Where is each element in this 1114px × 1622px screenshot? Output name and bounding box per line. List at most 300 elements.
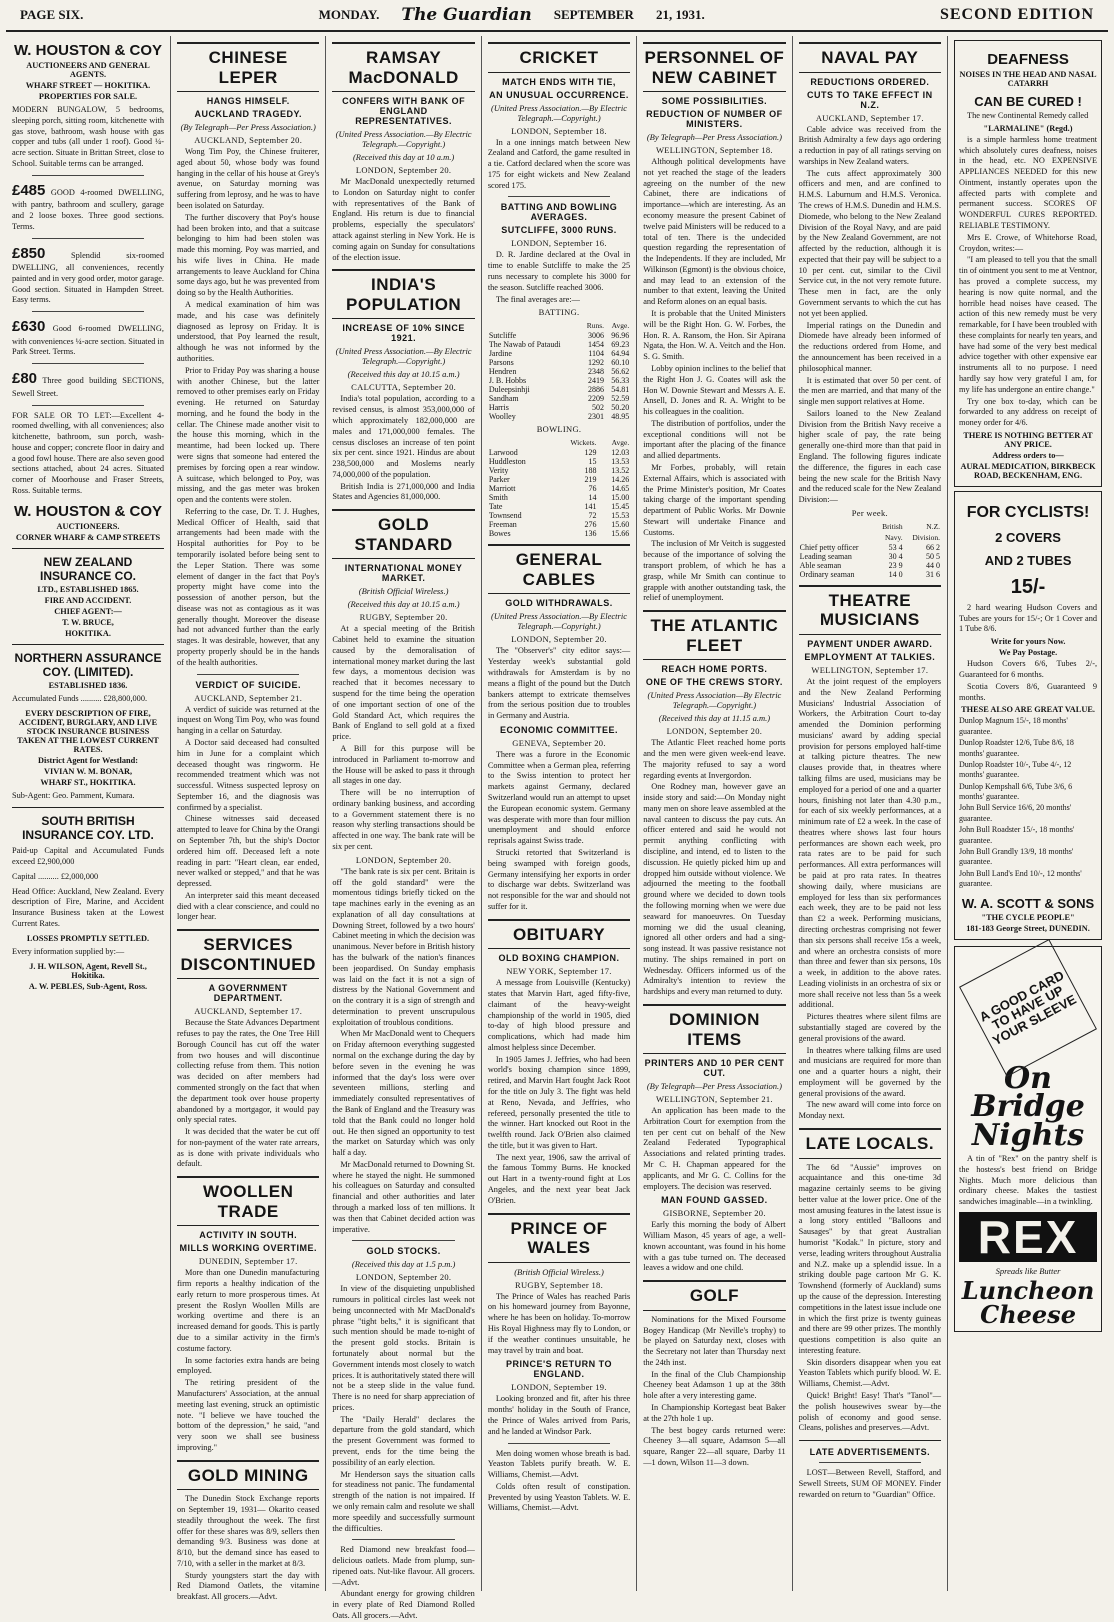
bowling-row [488,484,630,493]
paragraph: The Atlantic Fleet reached home ports and the men were given week-end leave. The majority refused to say a word regarding events at Invergordon. [643,738,786,780]
paragraph: It was decided that the water be cut off for non-payment of the water rate arrears, as is done with private individuals who default. [177,1127,320,1169]
table-cell: Duleepsinhji [488,385,530,395]
article-subhead: REDUCTIONS ORDERED. [810,76,930,87]
paragraph: The distribution of portfolios, under the exceptional conditions will not be important after the placing of the finance and allied departments. [643,418,786,461]
table-cell: 56.33 [611,376,630,386]
divider [12,807,164,808]
table-cell: Sandham [488,394,519,404]
table-cell: 15.53 [611,511,630,521]
received-time: (Received this day at 11.15 a.m.) [658,713,771,724]
paragraph: Hudson Covers 6/6, Tubes 2/-, Guaranteed for 6 months. [959,659,1098,679]
divider [32,363,144,364]
dateline: LONDON, September 20. [355,165,452,176]
paragraph: Sailors loaned to the New Zealand Division from the British Navy receive a higher scale of pay, the rate being generally one-third more than that paid in England. The following figures indicate the difference, the figures in each case being the new scale for the British Navy and the reduced scale for the New Zealand Division:— [798,408,942,505]
paragraph: In the final of the Club Championship Cheeney beat Adamson 1 up at the 38th hole after a very interesting game. [643,1369,786,1401]
northern-funds: Accumulated Funds .......... £28,800,000. [12,693,148,703]
paragraph: The best bogey cards returned were: Cheeney 3—all square, Adamson 5—all square, Ranger 22—all square, Darby 11—1 down, Wilson 11—3 down. [643,1425,786,1467]
divider [32,238,144,239]
article-subhead: MATCH ENDS WITH TIE, [502,76,616,87]
playing-card-icon: A GOOD CARD TO HAVE UP YOUR SLEEVE [959,939,1097,1077]
houston-address: WHARF STREET — HOKITIKA. [25,81,151,90]
south-british-office: Head Office: Auckland, New Zealand. Every description of Fire, Marine, and Accident Insurance Business taken at the Lowest Current Rates. [12,886,164,928]
wire-source: (United Press Association.—By Electric Telegraph.—Copyright.) [491,611,627,632]
paragraph: The inclusion of Mr Veitch is suggested because of the importance of solving the transport problem, of which he has a grasp, while Mr Smith can continue to grapple with another outstanding task, the relief of unemployment. [643,539,786,603]
paragraph: At a special meeting of the British Cabinet held to examine the situation caused by the demoralisation of international money market during the last few days, a momentous decision was reached that it becomes necessary to suspend for the time being the operation of one important section of one of the Gold Standard Act, which requires the Bank of England to sell gold at a fixed price. [332,624,475,742]
table-cell: 50 5 [926,551,941,561]
article-headline: GENERAL CABLES [488,544,630,594]
dateline: AUCKLAND, September 17. [194,1006,303,1017]
paragraph: Abundant energy for growing children in every plate of Red Diamond Rolled Oats. All grocers.—Advt. [332,1589,475,1620]
batting-row [488,385,630,394]
table-cell: 136 [584,529,597,539]
dateline: LONDON, September 18. [511,125,607,136]
column-4 [482,36,637,1591]
table-cell: 14.65 [611,484,630,494]
table-heading: BATTING. [538,307,580,318]
table-cell: 53 4 [888,542,903,552]
dateline: RUGBY, September 18. [515,1279,604,1290]
wire-source: (United Press Association—By Electric Telegraph.—Copyright.) [647,690,782,711]
nz-insurance-agent: T. W. BRUCE, [62,617,114,627]
paragraph: Mr MacDonald returned to Downing St. where he stayed the night. He summoned his colleagues on Saturday and consulted financial and other authorities and later through a marked loss of ten millions. It was then that Cabinet decided action was imperative. [332,1159,475,1234]
rex-logo: REX [959,1212,1097,1262]
table-cell: Harris [488,403,509,413]
article-headline: WOOLLEN TRADE [177,1176,319,1226]
batting-row [488,412,630,421]
paragraph: D. R. Jardine declared at the Oval in time to enable Sutcliffe to make the 25 runs necessary to complete his 3000 for the season. Sutcliffe reached 3006. [487,250,631,292]
table-cell: Smith [488,493,508,503]
dateline: AUCKLAND, September 20. [194,135,303,146]
paragraph: The 6d "Aussie" improves on acquaintance and this one-time 3d magazine certainly seems to be giving better value at the lower price. One of the most amusing features in the latest issue is a long story entitled "Balloons and Sausages" by that great Australian humorist "Kodak." In picture, story and verse, leading writers throughout Australia and N.Z. make up a splendid issue. In a striking double page cartoon Mr G. K. Townshend (formerly of Auckland) sums up the cause of the depression. Interesting competitions in the latest issue include one in which the first prize is twenty guineas and there are 99 other prizes. The monthly questions competition is also quite an interesting feature. [798,1162,942,1355]
paragraph: Men doing women whose breath is bad. Yeaston Tablets purify breath. W. E. Williams, Chemist.—Advt. [487,1448,631,1480]
article-subhead: HANGS HIMSELF. [206,96,290,107]
list-item: Dunlop Magnum 15/-, 18 months' guarantee. [959,716,1068,736]
table-cell: Sutcliffe [488,331,517,341]
nz-insurance-title: NEW ZEALAND INSURANCE CO. [39,554,136,583]
paragraph: The final averages are:— [495,294,580,304]
divider [352,1539,454,1540]
northern-address: WHARF ST., HOKITIKA. [40,777,136,787]
paragraph: India's total population, according to a revised census, is almost 353,000,000 of which approximately 182,000,000 are males and 171,000,000 females. The census discloses an increase of ten point six per cent. since 1921. Hindus are about 238,500,000 and Moslems nearly 74,000,000 of the population. [332,394,475,479]
table-cell: 13.52 [611,466,630,476]
paragraph: In theatres where talking films are used and musicians are required for more than one and a quarter hours a night, their employment will be governed by the general provisions of the award. [798,1045,942,1098]
paragraph: In 1905 James J. Jeffries, who had been world's boxing champion since 1899, retired, and Marvin Hart fought Jack Root for the title on July 3. The fight was held at Reno, Nevada, and Jeffries, who refereed, personally presented the title to the winner. Hart knocked out Root in the twelfth round. Jack O'Brien also claimed the title, but it was given to Hart. [487,1054,631,1150]
table-cell: Townsend [488,511,522,521]
scott-address: 181-183 George Street, DUNEDIN. [966,923,1090,933]
table-cell: 2209 [588,394,605,404]
property-listing: £630 Good 6-roomed DWELLING, with conveniences ¼-acre section. Situated in Park Street. Terms. [12,318,164,357]
divider [819,1462,921,1463]
table-cell: 31 6 [926,569,941,579]
article-subhead: SUTCLIFFE, 3000 RUNS. [501,225,617,236]
paragraph: Imperial ratings on the Dunedin and Diomede have already been informed of the reductions ordered from Home, and the announcement has been received in a philosophical manner. [798,320,942,373]
article-subhead: REACH HOME PORTS. [661,664,768,675]
batting-row [488,349,630,358]
wire-source: (United Press Association.—By Electric Telegraph.—Copyright.) [335,346,472,367]
list-item: Dunlop Roadster 12/6, Tube 8/6, 18 months' guarantee. [959,738,1074,758]
northern-assurance-title: NORTHERN ASSURANCE COY. (LIMITED). [14,650,162,679]
rex-cheese-ad [954,946,1102,1332]
article-subhead: MILLS WORKING OVERTIME. [179,1243,317,1254]
houston-sub: AUCTIONEERS. [56,521,120,531]
paragraph: Referring to the case, Dr. T. J. Hughes, Medical Officer of Health, said that arrangements had been made with the Hospital authorities for Poy to be temporarily isolated before being sent to the Leper Station. There was some element of danger in the fact that Poy's property might have come into the possession of another person, but the disease was not as contagious as it was generally thought. Moreover the disease had not advanced further than the early stages. It was desirable, however, that any property properly should be in the hands of the health authorities. [177,506,320,667]
dateline: LONDON, September 20. [666,726,763,737]
cyclists-value: THESE ALSO ARE GREAT VALUE. [961,705,1095,715]
table-cell: Bowes [488,529,511,539]
table-cell: 14 [588,493,597,503]
bowling-row [488,457,630,466]
page-number: PAGE SIX. [20,7,84,22]
column-1-ads [6,36,171,1591]
divider [508,1443,610,1444]
paragraph: The "Observer's" city editor says:— Yesterday week's substantial gold withdrawals for Amsterdam is by no means a flight of the pound but the Dutch bankers attempt to extricate themselves from the serious position due to troubles in Germany and Austria. [487,646,631,721]
article-subhead: EMPLOYMENT AT TALKIES. [804,651,936,662]
article-subhead: ONE OF THE CREWS STORY. [645,677,783,688]
dateline: WELLINGTON, September 17. [811,664,929,675]
table-cell: 23 9 [888,560,903,570]
paragraph: Mr MacDonald unexpectedly returned to London on Saturday night to confer with representatives of the Bank of England. His return is due to financial problems, especially the speculators' attack against sterling in New York. He is coming again on Sunday for consultations of the election issue. [332,177,475,262]
received-time: (Received this day at 10.15 a.m.) [347,599,460,610]
deafness-title: DEAFNESS [987,51,1069,68]
table-cell: Verity [488,466,509,476]
paragraph: Mr Forbes, probably, will retain External Affairs, which is associated with the Prime Minister's position, Mr Coates taking charge of the important spending department of Public Works. Mr Downie Stewart will undertake Finance and Customs. [643,462,786,537]
received-time: (Received this day at 10.15 a.m.) [347,369,460,380]
table-cell: Woolley [488,412,516,422]
table-cell: 72 [588,511,597,521]
paragraph: Because the State Advances Department refuses to pay the rates, the One Tree Hill Borough Council has cut off the water from two houses and will discontinue collecting refuse from them. This notion was decided on after members had commented strongly on the fact that when the department took over house property abandoned by a mortgagor, it would pay only special rates. [177,1018,320,1125]
divider [32,311,144,312]
received-time: (Received this day at 10 a.m.) [352,152,455,163]
article-subhead: CONFERS WITH BANK OF ENGLAND REPRESENTATIVES. [342,96,466,127]
bowling-row [488,502,630,511]
south-british-subagent: A. W. PEBLES, Sub-Agent, Ross. [28,981,148,991]
list-item: Dunlop Kempshall 6/6, Tube 3/6, 6 months' guarantee. [959,781,1073,802]
paragraph: An interpreter said this meant deceased died with a clear conscience, and could no longer hear. [177,890,320,922]
paragraph: One Rodney man, however gave an inside story and said:—On Monday night many men on shore leave assembled at the naval canteen to discuss the pay cuts. An officer entered and said he would not permit anything conflicting with discipline, and intend, ed to listen to the discussion. He quietly picked him up and dropped him outside without violence. We adjourned the meeting to the football ground where we decided to down tools the following morning when we were due seaward for manoeuvres. On Tuesday morning we did the usual cleaning, ignored all other orders and had a sing-song instead. It was passive resistance not mutiny. The ships remained in port on Wednesday. Officers informed us of the Admiralty's intention to review the hardships and every man returned to duty. [643,782,786,997]
paragraph: A medical examination of him was made, and his case was definitely diagnosed as leprosy on Friday. It is understood, that Poy learned the result, although he was not informed by the authorities. [177,300,320,363]
pay-row [799,543,941,552]
northern-est: ESTABLISHED 1836. [48,680,128,690]
article-subhead: SOME POSSIBILITIES. [661,96,768,107]
paragraph: In some factories extra hands are being employed. [177,1355,320,1376]
article-subhead: AUCKLAND TRAGEDY. [194,109,302,120]
article-subhead: REDUCTION OF NUMBER OF MINISTERS. [646,109,783,130]
cyclists-title: FOR CYCLISTS! [966,503,1090,521]
divider [799,1440,941,1441]
bowling-row [488,466,630,475]
table-cell: 15.00 [611,493,630,503]
dateline: LONDON, September 16. [511,238,607,249]
houston-title: W. HOUSTON & COY [13,502,163,520]
rex-bridge-nights: On Bridge Nights [971,1060,1085,1153]
table-cell: Marriott [488,484,516,494]
paragraph: The next year, 1906, saw the arrival of the famous Tommy Burns. He knocked out Hart in a twenty-round fight at Los Angeles, and the next year beat Jack O'Brien. [487,1152,631,1205]
table-cell: 15.45 [611,502,630,512]
bowling-row [488,448,630,457]
table-cell: Larwood [488,448,518,458]
paper-title: The Guardian [401,5,532,25]
dateline: AUCKLAND, September 17. [815,112,924,123]
northern-subagent: Sub-Agent: Geo. Pamment, Kumara. [12,790,135,800]
table-cell: Parsons [488,358,514,368]
table-cell: 141 [584,502,597,512]
northern-agent-label: District Agent for Westland: [38,755,138,765]
property-listing: FOR SALE OR TO LET:—Excellent 4-roomed dwelling, with all conveniences; also kitchenette, bathroom, sun porch, wash-house and copper; concrete floor in dairy and a good fowl house. There are also seven good sections attached, about 24 acres. Situated corner of Moorhouse and Fraser Streets, Ross. Suitable terms. [12,410,164,495]
paragraph: The retiring president of the Manufacturers' Association, at the annual meeting last evening, struck an optimistic note. "I believe we have touched the bottom of the depression," he said, "and very soon we shall see business improving." [177,1378,320,1452]
dateline: GISBORNE, September 20. [663,1208,766,1219]
wire-source: (By Telegraph—Per Press Association.) [646,132,783,143]
table-cell: 219 [584,475,597,485]
deafness-sub: NOISES IN THE HEAD AND NASAL CATARRH [959,70,1097,88]
column-5 [637,36,792,1591]
property-listing: £80 Three good building SECTIONS, Sewell Street. [12,370,164,398]
paragraph: British India is 271,000,000 and India States and Agencies 81,000,000. [332,481,475,502]
batting-table: Runs. Avge. Sutcliffe 3006 96.96 The Nawab of Pataudi 1454 69.23 Jardine 1104 64.94 Parsons 1292 60.10 Hendren 2348 56.62 J. B. Hobbs 2419 56.33 Duleepsinhji 2886 54.81 Sandham 2209 52.59 Harris 502 50.20 Woolley 2301 48.95 [488,321,630,422]
table-cell: 30 4 [888,551,903,561]
paragraph: A message from Louisville (Kentucky) states that Marvin Hart, aged fifty-five, claimant of the heavy-weight championship of the world in 1905, died to-day of high blood pressure and complications, which had made him almost helpless since December. [487,978,631,1052]
table-cell: Jardine [488,349,512,359]
article-headline: SERVICES DISCONTINUED [177,929,319,979]
paragraph: The new award will come into force on Monday next. [798,1100,942,1121]
deafness-ad [954,40,1102,487]
divider [508,196,610,197]
article-headline: LATE LOCALS. [799,1128,941,1159]
cyclists-postage: We Pay Postage. [998,648,1058,658]
table-cell: 52.59 [611,394,630,404]
article-subhead: ECONOMIC COMMITTEE. [500,724,619,735]
article-headline: PRINCE OF WALES [488,1213,630,1263]
paragraph: Scotia Covers 8/6, Guaranteed 9 months. [959,681,1098,702]
article-headline: RAMSAY MacDONALD [332,42,474,92]
table-cell: 64.94 [611,349,630,359]
paragraph: Strucki retorted that Switzerland is being swamped with foreign goods, Germany intensifying her exports in order to discharge war debts. Switzerland was not responsible for the war and should not suffer for it. [487,847,631,911]
table-cell: Parker [488,475,510,485]
paragraph: Cable advice was received from the British Admiralty a few days ago ordering a reduction in pay of all ratings serving on warships in New Zealand waters. [798,124,942,166]
article-subhead: AN UNUSUAL OCCURRENCE. [489,89,629,100]
table-cell: 14.26 [611,475,630,485]
nz-insurance-type: FIRE AND ACCIDENT. [44,595,132,605]
edition: SECOND EDITION [939,6,1094,23]
paragraph: There will be no interruption of ordinary banking business, and according to a Government statement there is no reason why sterling transactions should be affected in one way. The bank rate will be six per cent. [332,788,475,851]
table-cell: 60.10 [611,358,630,368]
pay-row [799,552,941,561]
batting-row [488,394,630,403]
table-heading: BOWLING. [536,424,582,435]
table-cell: 13.53 [611,457,630,467]
masthead [6,0,1108,32]
dateline: AUCKLAND, September 21. [194,692,303,703]
paragraph: In view of the disquieting unpublished rumours in political circles last week not being unconnected with Mr MacDonald's phrase "tight belts," it is significant that such mention should be made to-night of the present gold stocks. Britain is fortunately about normal but the Government intends most closely to watch prices. It is authoritatively stated there will not be a steep slide in the value fund. There is no need for sharp appreciation of prices. [332,1284,475,1412]
paragraph: The cuts affect approximately 300 officers and men, and are confined to H.M.S. Laburnum and H.M.S. Veronica. The crews of H.M.S. Dunedin and H.M.S. Diomede, who belong to the New Zealand Division of the Royal Navy, and are paid by the New Zealand Government, are not affected by the reduction, although it is expected that their pay will be subject to a 10 per cent. cut, similar to the Civil Service cut, in the not very remote future. These men in fact, are the only Government servants to which the cut has not yet been applied. [798,168,942,318]
table-heading: Per week. [851,507,888,518]
table-cell: Freeman [488,520,517,530]
cyclists-covers: 2 COVERS [995,529,1061,545]
wire-source: (By Telegraph—Per Press Association.) [646,1081,783,1092]
article-headline: THEATRE MUSICIANS [799,585,941,635]
article-headline: CRICKET [488,42,630,73]
table-cell: Chief petty officer [799,542,859,552]
nz-insurance-agent-label: CHIEF AGENT:— [54,606,122,616]
table-cell: 96.96 [611,331,630,341]
wire-source: (British Official Wireless.) [358,586,449,597]
divider [352,1240,454,1241]
dateline: WELLINGTON, September 18. [655,145,773,156]
paragraph: The "Daily Herald" declares the departure from the gold standard, which the present Government was formed to prevent, ends for the time being the possibility of an early election. [332,1414,475,1467]
table-cell: 66 2 [926,542,941,552]
paragraph: In Championship Kortegast beat Baker at the 27th hole 1 up. [643,1403,786,1423]
table-cell: 15 [588,457,597,467]
paragraph: It is probable that the United Ministers will be the Right Hon. G. W. Forbes, the Hon. R. A. Ransom, the Hon. Sir Apirana Ngata, the Hon. W. A. Veitch and the Hon. S. G. Smith. [643,309,786,362]
paragraph: Skin disorders disappear when you eat Yeaston Tablets which purify blood. W. E. Williams, Chemist.—Advt. [798,1357,942,1389]
article-headline: DOMINION ITEMS [643,1004,785,1054]
wire-source: (British Official Wireless.) [514,1266,604,1277]
properties-heading: PROPERTIES FOR SALE. [38,92,138,101]
houston-title: W. HOUSTON & COY [13,42,163,59]
northern-desc: EVERY DESCRIPTION OF FIRE, ACCIDENT, BURGLARY, AND LIVE STOCK INSURANCE BUSINESS TAKEN AT THE LOWEST CURRENT RATES. [17,708,159,754]
table-cell: 50.20 [611,403,630,413]
article-subhead: MAN FOUND GASSED. [661,1195,768,1206]
article-subhead: INTERNATIONAL MONEY MARKET. [344,563,463,584]
table-cell: The Nawab of Pataudi [488,340,561,350]
paragraph: At the joint request of the employers and the New Zealand Performing Musicians' Industrial Association of Workers, the Arbitration Court to-day amended the Dominion performing musicians' award by adding special provision for persons employed half-time at talking picture theatres. The new clauses provide that, in theatres where talking films are used, musicians may be employed for a period of one and a quarter hours, finishing not later than 4.30 p.m., for each of six weekly performances, at a minimum rate of £2 a week. In the case of theatres where shows last four hours performances are shown each week, pro rata rates are to be paid for such performances. All extra performances will be paid at pro rata rates. In theatres showing daily, where musicians are employed for less than six performances each week, they are to be paid not less than £2 a week. Performing musicians, directing orchestras comprising not fewer than six persons shall receive 15s a week, and where an orchestra consists of more than three and fewer than six persons, 10s a week, in addition to the above rates. Leading violinists in an orchestra of six or more shall receive not less than 5s a week additional. [798,676,942,1010]
article-headline: GOLF [643,1280,785,1311]
table-cell: Hendren [488,367,517,377]
list-item: John Bull Roadster 15/-, 18 months' guarantee. [959,825,1075,845]
dateline: WELLINGTON, September 21. [655,1094,773,1105]
paragraph: LOST—Between Revell, Stafford, and Sewell Streets, SUM OF MONEY. Finder rewarded on return to "Guardian" Office. [798,1468,942,1499]
table-cell: Able seaman [799,560,842,570]
cyclists-tubes: AND 2 TUBES [984,552,1072,568]
tyre-price-list [959,716,1097,889]
paragraph: is a simple harmless home treatment which absolutely cures deafness, noises in the head, etc. NO EXPENSIVE APPLIANCES NEEDED for this new Ointment, instantly operates upon the affected parts with complete and permanent success. SCORES OF WONDERFUL CURES REPORTED. RELIABLE TESTIMONY. [959,134,1098,231]
paragraph: Early this morning the body of Albert William Mason, 45 years of age, a well-known accountant, was found in his home with a gas tube turned on. The deceased leaves a widow and one child. [643,1220,786,1273]
batting-row [488,376,630,385]
article-headline: CHINESE LEPER [177,42,319,92]
table-cell: Huddleston [488,457,526,467]
paragraph: An application has been made to the Arbitration Court for exemption from the ten per cent cut on behalf of the New Zealand Federated Typographical Associations and related printing trades. Mr C. H. Chapman appeared for the applicants, and Mr G. C. Collins for the employers. The decision was reserved. [643,1106,786,1191]
paragraph: There was a furore in the Economic Committee when a German plea, referring to the Swiss intention to protect her markets against Germany, declared Switzerland would run an attempt to upset the European economic system. Germany was desperate with more than four million unemployment and should enforce reprisals against Swiss trade. [487,749,631,846]
article-subhead: PAYMENT UNDER AWARD. [807,638,933,649]
list-item: John Bull Grandly 13/9, 18 months' guarantee. [959,847,1074,867]
article-headline: OBITUARY [488,919,630,950]
bowling-row [488,520,630,529]
wire-source: (United Press Association.—By Electric Telegraph.—Copyright.) [491,102,627,123]
scott-title: W. A. SCOTT & SONS [961,895,1095,911]
paragraph: The new Continental Remedy called [967,111,1089,120]
batting-row [488,367,630,376]
article-subhead: A GOVERNMENT DEPARTMENT. [208,983,288,1004]
table-cell: 12.03 [611,448,630,458]
received-time: (Received this day at 1.5 p.m.) [351,1259,456,1270]
paragraph: Nominations for the Mixed Foursome Bogey Handicap (Mr Neville's trophy) to be played on Saturday next, closes with the Secretary not later than Thursday next the 24th inst. [643,1314,786,1367]
houston-address: CORNER WHARF & CAMP STREETS [15,532,161,542]
paragraph: More than one Dunedin manufacturing firm reports a healthy indication of the early return to more prosperous times. At present the Roslyn Woollen Mills are working overtime and there is an increased demand for goods. This is partly due to a similar activity in the firm's costume factory. [177,1268,320,1353]
cyclists-cta: Write for yours Now. [990,637,1066,647]
bowling-row [488,529,630,538]
article-subhead: VERDICT OF SUICIDE. [195,679,301,690]
table-cell: 15.60 [611,520,630,530]
divider [12,548,164,549]
divider [32,175,144,176]
article-subhead: ACTIVITY IN SOUTH. [199,1230,298,1241]
article-headline: INDIA'S POPULATION [332,269,474,319]
table-cell: 188 [584,466,597,476]
rex-spread: Spreads like Butter [995,1266,1061,1276]
table-cell: 69.23 [611,340,630,350]
paragraph: Sturdy youngsters start the day with Red Diamond Oatlets, the vitamine breakfast. All grocers.—Advt. [177,1570,320,1602]
divider [197,674,299,675]
deafness-address-label: Address orders to— [992,450,1064,460]
dateline: GENEVA, September 20. [512,737,606,748]
bowling-row [488,475,630,484]
paragraph: Looking bronzed and fit, after his three months' holiday in the South of France, the Prince of Wales arrived from Paris, and he landed at Windsor Park. [487,1394,631,1436]
south-british-losses: LOSSES PROMPTLY SETTLED. [26,933,150,943]
paragraph: A verdict of suicide was returned at the inquest on Wong Tim Poy, who was found hanging in a cellar on Saturday. [177,704,320,736]
larmaline-name: "LARMALINE" (Regd.) [983,123,1073,133]
batting-row [488,331,630,340]
dateline: RUGBY, September 20. [359,612,448,623]
paragraph: "The bank rate is six per cent. Britain is off the gold standard" were the momentous tidings briefly ticked on the tape machines early in the evening as an explanation of all day consultations at Downing Street, followed by a two hours' Cabinet meeting in which the decision was unanimous. Never before in British history has the bulwark of the nation's finances been jeopardised. On Sunday emphasis was laid on the fact it is not a sign of distress by the National Government and on the contrary it is a sign of strength and determination to prevent unscrupulous exploitation of troublous conditions. [332,866,475,1027]
nz-insurance-est: LTD., ESTABLISHED 1865. [37,584,139,594]
table-cell: 2419 [588,376,605,386]
article-subhead: BATTING AND BOWLING AVERAGES. [500,202,618,223]
list-item: John Bull Service 16/6, 20 months' guarantee. [959,803,1072,823]
table-cell: 129 [584,448,597,458]
article-subhead: INCREASE OF 10% SINCE 1921. [342,323,465,344]
article-subhead: GOLD WITHDRAWALS. [505,598,613,609]
table-cell: Leading seaman [799,551,852,561]
date: 21, 1931. [655,7,705,22]
article-headline: GOLD STANDARD [332,509,474,559]
deafness-tagline: THERE IS NOTHING BETTER AT ANY PRICE. [963,430,1093,449]
south-british-info: Every information supplied by:— [12,946,125,956]
paragraph: Chinese witnesses said deceased attempted to leave for China by the Orangi on September 7th, but the ship's Doctor ordered him off. Deceased left a note reading in part: "Heart clean, ear ended, never walked or stepped," and that he was depressed. [177,814,320,889]
paragraph: Prior to Friday Poy was sharing a house with another Chinese, but the latter removed to other premises early on Friday evening. He returned on Saturday morning, and he found the body in the cellar. The Chinese made another visit to the house this morning, which in the meantime, had been locked up. There were signs that someone had entered the premises by forcing open a rear window. A suitcase, which belonged to Poy, was missing, and the gas meter was broken open and the contents were stolen. [177,365,320,505]
northern-agent: VIVIAN W. M. BONAR, [43,766,133,776]
batting-row [488,340,630,349]
deafness-cured: CAN BE CURED ! [974,94,1082,109]
column-6 [793,36,948,1591]
bowling-row [488,493,630,502]
deafness-address: AURAL MEDICATION, BIRKBECK ROAD, BECKENHAM, ENG. [960,461,1096,480]
paragraph: Mr Henderson says the situation calls for steadiness not panic. The fundamental strength of the nation is not impaired. If we only remain calm and resolute we shall more speedily and successfully surmount the difficulties. [332,1469,475,1533]
column-3 [326,36,481,1620]
table-cell: 14 0 [888,569,903,579]
paragraph: "I am pleased to tell you that the small tin of ointment you sent to me at Ventnor, has proved a complete success, my hearing is now quite normal, and the horrible head noises have ceased. The action of this new remedy must be very remarkable, for I have been troubled with these complaints for nearly ten years, and have had some of the very best medical advice together with other expensive ear instruments all to no purpose. I need hardly say how very grateful I am, for my life has undergone an entire change." [959,255,1098,394]
pay-row [799,561,941,570]
paragraph: A Bill for this purpose will be introduced in Parliament to-morrow and the House will be asked to pass it through all stages in one day. [332,743,475,786]
paragraph: A Doctor said deceased had consulted him in June for a complaint which deceased thought was ringworm. He recommended treatment which was not successful. Witness suspected leprosy on September 16, and the diagnosis was confirmed by a specialist. [177,737,320,812]
paragraph: The Dunedin Stock Exchange reports on September 19, 1931— Okarito ceased steadily throughout the week. The first offer for these shares was 8/9, sellers then demanding 9/3. Business was done at 8/10, but the demand since has eased to 7/10, with a seller in the market at 8/3. [177,1494,320,1568]
dateline: LONDON, September 20. [355,854,452,865]
article-subhead: PRINTERS AND 10 PER CENT CUT. [644,1058,785,1079]
dateline: DUNEDIN, September 17. [198,1256,298,1267]
table-cell: 56.62 [611,367,630,377]
paragraph: 2 hard wearing Hudson Covers and Tubes are yours for 15/-; Or 1 Cover and 1 Tube 8/6. [959,602,1098,634]
cyclists-price: 15/- [1010,575,1046,598]
weekday: MONDAY. [318,7,380,22]
south-british-agent: J. H. WILSON, Agent, Revell St., Hokitika. [29,961,147,980]
paragraph: Mrs E. Crowe, of Whitehorse Road, Croydon, writes:— [959,232,1098,253]
wire-source: (By Telegraph—Per Press Association.) [180,122,316,133]
paragraph: Pictures theatres where silent films are substantially staged are covered by the general provisions of the award. [798,1012,942,1043]
table-cell: Ordinary seaman [799,569,855,579]
table-cell: 1104 [588,349,605,359]
dateline: NEW YORK, September 17. [506,966,612,977]
dateline: CALCUTTA, September 20. [351,382,457,393]
paragraph: Quick! Bright! Easy! That's "Tanol"—the polish housewives swear by—the polish of economy and good sense. Cleans, polishes and preserves.—Advt. [798,1390,942,1433]
table-cell: 3006 [588,331,605,341]
